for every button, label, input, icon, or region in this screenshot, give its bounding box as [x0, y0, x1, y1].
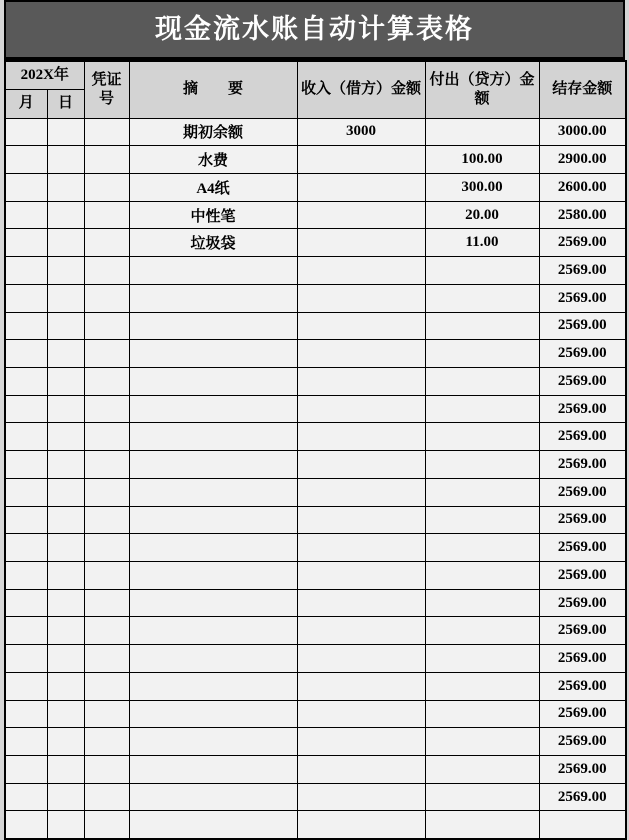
cell-voucher[interactable] [84, 395, 129, 423]
cell-expense[interactable] [425, 700, 539, 728]
cell-month[interactable] [5, 423, 47, 451]
cell-balance[interactable]: 2569.00 [539, 534, 626, 562]
cell-day[interactable] [47, 423, 84, 451]
cell-voucher[interactable] [84, 146, 129, 174]
cell-summary[interactable] [129, 617, 297, 645]
cell-income[interactable] [297, 506, 425, 534]
table-row [5, 700, 626, 728]
cell-expense[interactable] [425, 451, 539, 479]
table-row [5, 562, 626, 590]
header-balance[interactable]: 结存金额 [539, 61, 626, 118]
cell-balance[interactable]: 3000.00 [539, 118, 626, 146]
cell-day[interactable] [47, 118, 84, 146]
cell-month[interactable] [5, 617, 47, 645]
cell-voucher[interactable] [84, 783, 129, 811]
cell-income[interactable] [297, 672, 425, 700]
cell-expense[interactable] [425, 783, 539, 811]
table-row [5, 312, 626, 340]
table-row [5, 173, 626, 201]
cell-voucher[interactable] [84, 672, 129, 700]
cell-expense[interactable] [425, 340, 539, 368]
cell-balance[interactable]: 2569.00 [539, 506, 626, 534]
cell-balance[interactable]: 2600.00 [539, 173, 626, 201]
cell-day[interactable] [47, 146, 84, 174]
cell-income[interactable] [297, 478, 425, 506]
cell-day[interactable] [47, 284, 84, 312]
cell-summary[interactable]: 垃圾袋 [129, 229, 297, 257]
cell-expense[interactable] [425, 811, 539, 839]
table-row [5, 811, 626, 839]
cell-voucher[interactable] [84, 506, 129, 534]
cell-balance[interactable]: 2569.00 [539, 589, 626, 617]
cell-voucher[interactable] [84, 811, 129, 839]
table-row [5, 645, 626, 673]
cell-expense[interactable]: 100.00 [425, 146, 539, 174]
cell-month[interactable] [5, 478, 47, 506]
cell-income[interactable] [297, 367, 425, 395]
table-row [5, 617, 626, 645]
table-row [5, 534, 626, 562]
cell-income[interactable] [297, 562, 425, 590]
table-row [5, 478, 626, 506]
cell-summary[interactable] [129, 562, 297, 590]
header-expense[interactable]: 付出（贷方）金额 [425, 61, 539, 118]
cell-day[interactable] [47, 367, 84, 395]
cell-month[interactable] [5, 173, 47, 201]
cell-summary[interactable]: 期初余额 [129, 118, 297, 146]
cell-month[interactable] [5, 451, 47, 479]
cell-income[interactable] [297, 201, 425, 229]
cell-voucher[interactable] [84, 534, 129, 562]
cell-summary[interactable] [129, 423, 297, 451]
cell-day[interactable] [47, 451, 84, 479]
table-row [5, 146, 626, 174]
cell-voucher[interactable] [84, 423, 129, 451]
table-row [5, 451, 626, 479]
cell-summary[interactable] [129, 395, 297, 423]
table-row [5, 257, 626, 285]
cell-balance[interactable]: 2569.00 [539, 478, 626, 506]
cell-summary[interactable] [129, 645, 297, 673]
cell-summary[interactable]: 中性笔 [129, 201, 297, 229]
cell-expense[interactable] [425, 506, 539, 534]
cell-day[interactable] [47, 645, 84, 673]
cell-day[interactable] [47, 589, 84, 617]
cell-balance[interactable]: 2569.00 [539, 312, 626, 340]
cell-voucher[interactable] [84, 312, 129, 340]
cell-balance[interactable]: 2569.00 [539, 562, 626, 590]
header-year[interactable]: 202X年 [5, 61, 84, 89]
cell-month[interactable] [5, 700, 47, 728]
cell-day[interactable] [47, 756, 84, 784]
cell-income[interactable] [297, 756, 425, 784]
cell-summary[interactable] [129, 257, 297, 285]
cell-income[interactable] [297, 783, 425, 811]
cell-income[interactable] [297, 173, 425, 201]
cell-summary[interactable] [129, 672, 297, 700]
cell-balance[interactable]: 2569.00 [539, 284, 626, 312]
table-row [5, 284, 626, 312]
spreadsheet [4, 0, 625, 840]
cell-summary[interactable] [129, 728, 297, 756]
cell-income[interactable] [297, 811, 425, 839]
table-row [5, 118, 626, 146]
ledger-body [5, 118, 626, 839]
header-summary[interactable]: 摘 要 [129, 61, 297, 118]
cell-income[interactable] [297, 395, 425, 423]
cell-income[interactable] [297, 284, 425, 312]
cell-summary[interactable] [129, 478, 297, 506]
cell-month[interactable] [5, 229, 47, 257]
table-row [5, 395, 626, 423]
table-row [5, 506, 626, 534]
cell-month[interactable] [5, 118, 47, 146]
cell-day[interactable] [47, 173, 84, 201]
table-row [5, 672, 626, 700]
cell-month[interactable] [5, 340, 47, 368]
cell-summary[interactable] [129, 340, 297, 368]
cell-expense[interactable] [425, 589, 539, 617]
cell-summary[interactable]: 水费 [129, 146, 297, 174]
cell-month[interactable] [5, 783, 47, 811]
cell-voucher[interactable] [84, 645, 129, 673]
cell-day[interactable] [47, 478, 84, 506]
cell-voucher[interactable] [84, 229, 129, 257]
header-voucher[interactable]: 凭证号 [84, 61, 129, 118]
cell-balance[interactable]: 2569.00 [539, 229, 626, 257]
cell-month[interactable] [5, 284, 47, 312]
cell-voucher[interactable] [84, 118, 129, 146]
cell-month[interactable] [5, 312, 47, 340]
cell-summary[interactable] [129, 589, 297, 617]
cell-expense[interactable] [425, 312, 539, 340]
cell-summary[interactable] [129, 700, 297, 728]
header-day[interactable]: 日 [47, 89, 84, 118]
cell-month[interactable] [5, 728, 47, 756]
cell-expense[interactable] [425, 645, 539, 673]
cell-income[interactable] [297, 451, 425, 479]
cell-income[interactable]: 3000 [297, 118, 425, 146]
cell-income[interactable] [297, 146, 425, 174]
ledger-table [4, 60, 627, 840]
cell-voucher[interactable] [84, 173, 129, 201]
cell-expense[interactable] [425, 728, 539, 756]
cell-balance[interactable]: 2569.00 [539, 340, 626, 368]
cell-month[interactable] [5, 506, 47, 534]
cell-day[interactable] [47, 506, 84, 534]
table-row [5, 589, 626, 617]
cell-day[interactable] [47, 672, 84, 700]
cell-day[interactable] [47, 201, 84, 229]
cell-day[interactable] [47, 700, 84, 728]
cell-summary[interactable] [129, 783, 297, 811]
cell-month[interactable] [5, 367, 47, 395]
cell-expense[interactable] [425, 534, 539, 562]
cell-income[interactable] [297, 589, 425, 617]
cell-voucher[interactable] [84, 367, 129, 395]
cell-balance[interactable]: 2569.00 [539, 617, 626, 645]
table-row [5, 367, 626, 395]
cell-day[interactable] [47, 395, 84, 423]
cell-balance[interactable] [539, 811, 626, 839]
cell-day[interactable] [47, 617, 84, 645]
table-row [5, 783, 626, 811]
cell-voucher[interactable] [84, 589, 129, 617]
ledger-header [5, 61, 626, 118]
cell-balance[interactable]: 2569.00 [539, 728, 626, 756]
cell-expense[interactable] [425, 395, 539, 423]
cell-voucher[interactable] [84, 617, 129, 645]
cell-income[interactable] [297, 728, 425, 756]
header-month[interactable]: 月 [5, 89, 47, 118]
cell-summary[interactable] [129, 367, 297, 395]
cell-summary[interactable] [129, 756, 297, 784]
cell-balance[interactable]: 2569.00 [539, 756, 626, 784]
cell-voucher[interactable] [84, 201, 129, 229]
cell-income[interactable] [297, 423, 425, 451]
cell-balance[interactable]: 2569.00 [539, 395, 626, 423]
cell-income[interactable] [297, 340, 425, 368]
cell-summary[interactable] [129, 284, 297, 312]
page-title: 现金流水账自动计算表格 [4, 0, 625, 60]
cell-expense[interactable]: 20.00 [425, 201, 539, 229]
cell-summary[interactable] [129, 312, 297, 340]
cell-voucher[interactable] [84, 562, 129, 590]
cell-day[interactable] [47, 783, 84, 811]
cell-balance[interactable]: 2569.00 [539, 367, 626, 395]
cell-expense[interactable]: 300.00 [425, 173, 539, 201]
cell-expense[interactable] [425, 756, 539, 784]
cell-voucher[interactable] [84, 756, 129, 784]
cell-income[interactable] [297, 312, 425, 340]
cell-month[interactable] [5, 756, 47, 784]
cell-voucher[interactable] [84, 340, 129, 368]
cell-summary[interactable]: A4纸 [129, 173, 297, 201]
cell-expense[interactable] [425, 367, 539, 395]
cell-expense[interactable] [425, 478, 539, 506]
cell-balance[interactable]: 2569.00 [539, 257, 626, 285]
cell-balance[interactable]: 2569.00 [539, 645, 626, 673]
cell-voucher[interactable] [84, 257, 129, 285]
cell-income[interactable] [297, 534, 425, 562]
cell-day[interactable] [47, 340, 84, 368]
cell-month[interactable] [5, 146, 47, 174]
cell-expense[interactable] [425, 672, 539, 700]
cell-voucher[interactable] [84, 451, 129, 479]
cell-month[interactable] [5, 811, 47, 839]
cell-month[interactable] [5, 589, 47, 617]
cell-income[interactable] [297, 617, 425, 645]
cell-month[interactable] [5, 534, 47, 562]
cell-balance[interactable]: 2569.00 [539, 700, 626, 728]
cell-expense[interactable] [425, 562, 539, 590]
cell-balance[interactable]: 2569.00 [539, 423, 626, 451]
cell-day[interactable] [47, 562, 84, 590]
cell-summary[interactable] [129, 451, 297, 479]
cell-day[interactable] [47, 257, 84, 285]
cell-expense[interactable] [425, 257, 539, 285]
cell-balance[interactable]: 2580.00 [539, 201, 626, 229]
table-row [5, 229, 626, 257]
cell-month[interactable] [5, 562, 47, 590]
cell-month[interactable] [5, 672, 47, 700]
cell-day[interactable] [47, 312, 84, 340]
table-row [5, 728, 626, 756]
cell-summary[interactable] [129, 506, 297, 534]
table-row [5, 340, 626, 368]
cell-voucher[interactable] [84, 700, 129, 728]
cell-income[interactable] [297, 229, 425, 257]
table-row [5, 201, 626, 229]
cell-day[interactable] [47, 534, 84, 562]
table-row [5, 423, 626, 451]
cell-voucher[interactable] [84, 728, 129, 756]
cell-summary[interactable] [129, 811, 297, 839]
table-row [5, 756, 626, 784]
cell-day[interactable] [47, 811, 84, 839]
cell-day[interactable] [47, 728, 84, 756]
cell-expense[interactable] [425, 284, 539, 312]
cell-income[interactable] [297, 257, 425, 285]
cell-balance[interactable]: 2569.00 [539, 783, 626, 811]
cell-month[interactable] [5, 395, 47, 423]
cell-voucher[interactable] [84, 478, 129, 506]
cell-balance[interactable]: 2900.00 [539, 146, 626, 174]
cell-balance[interactable]: 2569.00 [539, 451, 626, 479]
cell-expense[interactable] [425, 118, 539, 146]
cell-summary[interactable] [129, 534, 297, 562]
cell-expense[interactable] [425, 423, 539, 451]
cell-day[interactable] [47, 229, 84, 257]
cell-expense[interactable] [425, 617, 539, 645]
cell-month[interactable] [5, 645, 47, 673]
cell-balance[interactable]: 2569.00 [539, 672, 626, 700]
cell-income[interactable] [297, 645, 425, 673]
cell-expense[interactable]: 11.00 [425, 229, 539, 257]
header-income[interactable]: 收入（借方）金额 [297, 61, 425, 118]
cell-month[interactable] [5, 201, 47, 229]
cell-income[interactable] [297, 700, 425, 728]
cell-voucher[interactable] [84, 284, 129, 312]
cell-month[interactable] [5, 257, 47, 285]
